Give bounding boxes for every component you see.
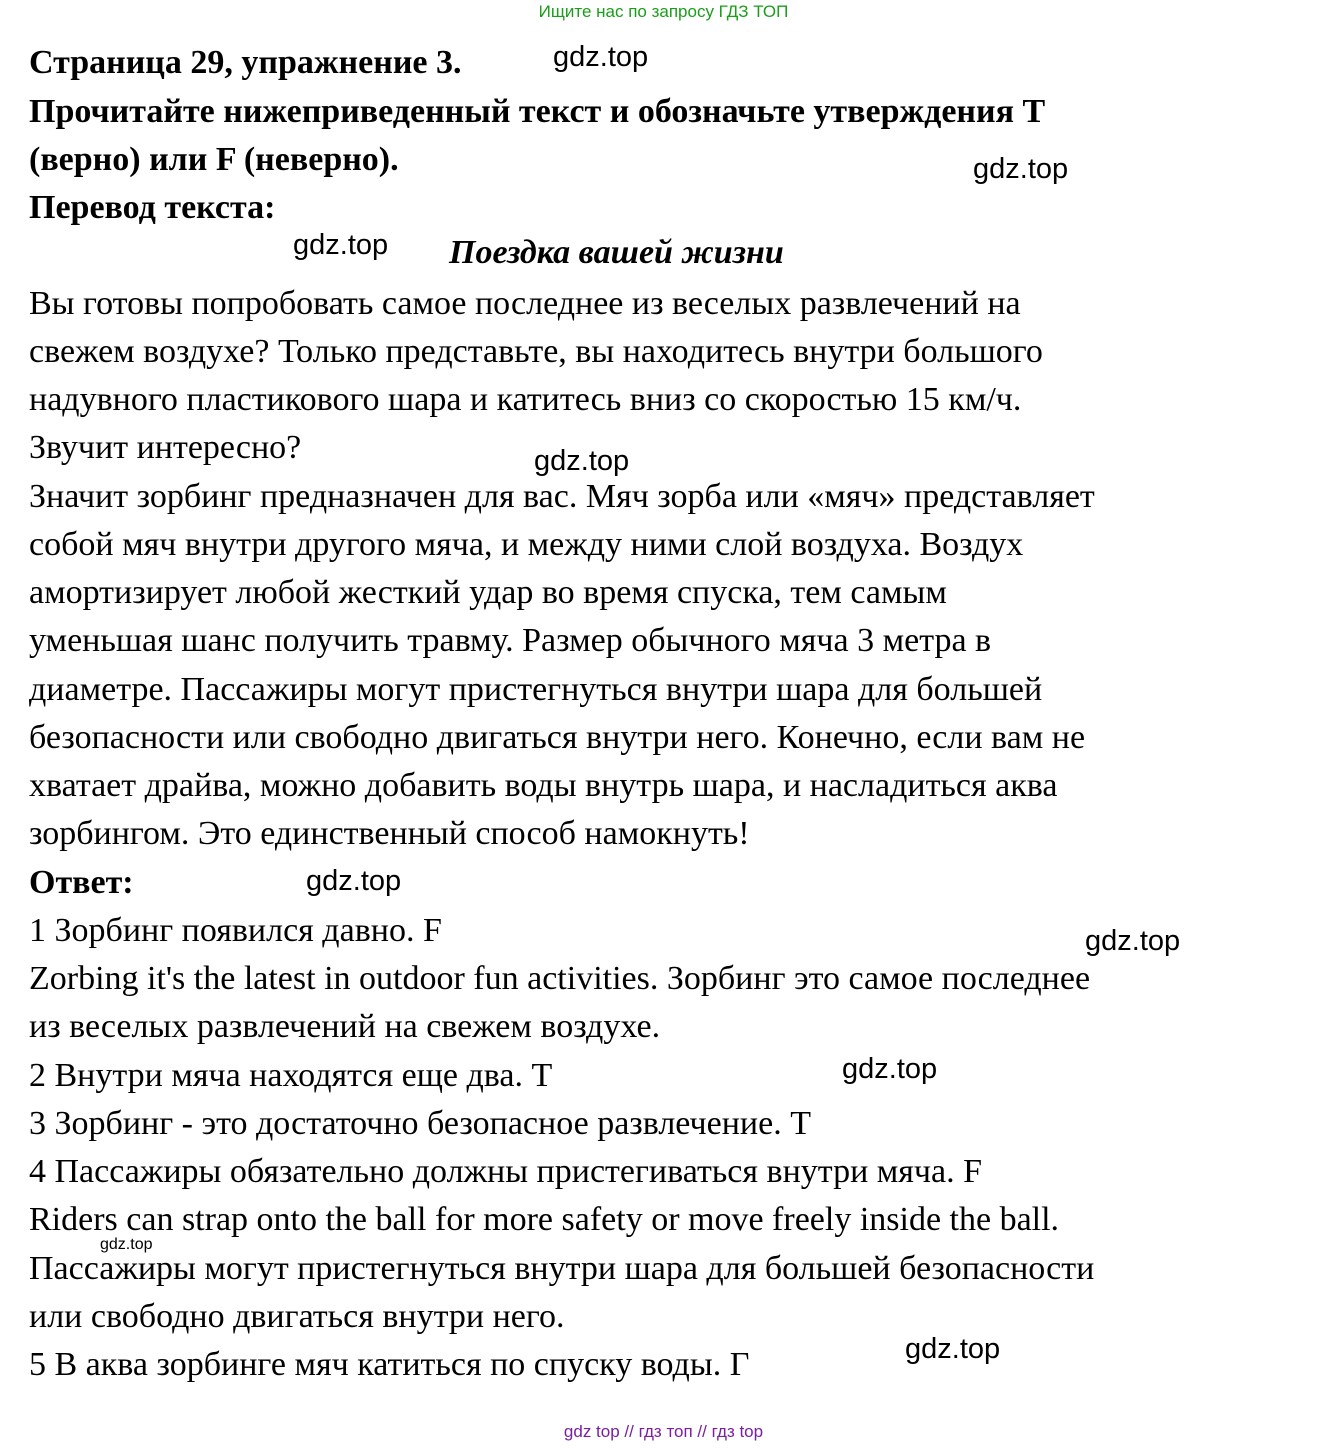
watermark: gdz.top [842,1053,938,1085]
watermark: gdz.top [973,153,1069,185]
paragraph-2-line: амортизирует любой жесткий удар во время спуска, тем самым [29,574,947,611]
paragraph-2-line: уменьшая шанс получить травму. Размер обычного мяча 3 метра в [29,622,992,659]
paragraph-1-line: свежем воздухе? Только представьте, вы находитесь внутри большого [29,333,1043,370]
task-line-2: (верно) или F (неверно). [29,141,399,178]
answer-line: 5 В аква зорбинге мяч катиться по спуску воды. Г [29,1346,750,1383]
answer-line: 2 Внутри мяча находятся еще два. T [29,1057,553,1094]
exercise-heading: Страница 29, упражнение 3. [29,44,462,81]
paragraph-1-line: Вы готовы попробовать самое последнее из веселых развлечений на [29,285,1021,322]
answer-line: Пассажиры могут пристегнуться внутри шара для большей безопасности [29,1250,1095,1287]
watermark: gdz.top [534,445,630,477]
paragraph-2-line: хватает драйва, можно добавить воды внутрь шара, и насладиться аква [29,767,1058,804]
answer-line: Riders can strap onto the ball for more safety or move freely inside the ball. [29,1201,1060,1238]
answer-line: Zorbing it's the latest in outdoor fun activities. Зорбинг это самое последнее [29,960,1091,997]
answer-line: 3 Зорбинг - это достаточно безопасное развлечение. T [29,1105,811,1142]
paragraph-1-line: надувного пластикового шара и катитесь вниз со скоростью 15 км/ч. [29,381,1022,418]
paragraph-2-line: собой мяч внутри другого мяча, и между ними слой воздуха. Воздух [29,526,1024,563]
paragraph-2-line: диаметре. Пассажиры могут пристегнуться внутри шара для большей [29,671,1043,708]
watermark: gdz.top [553,41,649,73]
text-title: Поездка вашей жизни [449,234,784,271]
translation-label: Перевод текста: [29,189,276,226]
answer-label: Ответ: [29,864,134,901]
answer-line: из веселых развлечений на свежем воздухе. [29,1008,661,1045]
watermark: gdz.top [293,229,389,261]
top-banner: Ищите нас по запросу ГДЗ ТОП [538,2,789,21]
paragraph-1-line: Звучит интересно? [29,429,302,466]
watermark: gdz.top [100,1236,153,1253]
watermark: gdz.top [306,865,402,897]
watermark: gdz.top [905,1333,1001,1365]
task-line-1: Прочитайте нижеприведенный текст и обозначьте утверждения T [29,93,1046,130]
paragraph-2-line: безопасности или свободно двигаться внутри него. Конечно, если вам не [29,719,1086,756]
footer: gdz top // гдз топ // гдз top [563,1422,764,1441]
answer-line: 4 Пассажиры обязательно должны пристегиваться внутри мяча. F [29,1153,983,1190]
paragraph-2-line: Значит зорбинг предназначен для вас. Мяч зорба или «мяч» представляет [29,478,1095,515]
answer-line: 1 Зорбинг появился давно. F [29,912,442,949]
paragraph-2-line: зорбингом. Это единственный способ намокнуть! [29,815,750,852]
answer-line: или свободно двигаться внутри него. [29,1298,565,1335]
watermark: gdz.top [1085,925,1181,957]
